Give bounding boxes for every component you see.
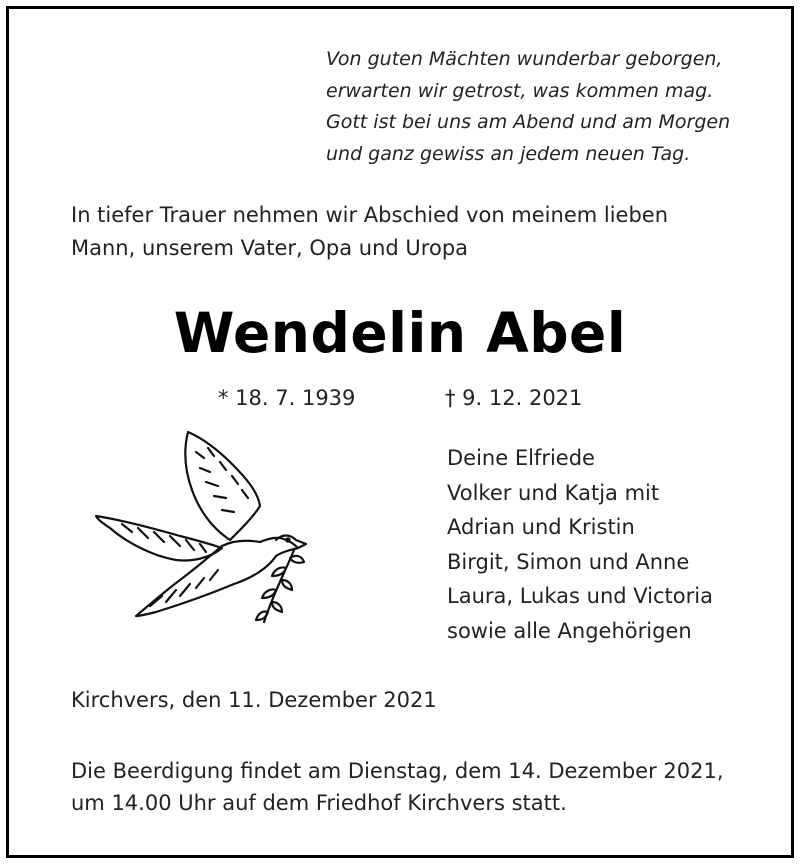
poem-line: Von guten Mächten wunderbar geborgen, [326,48,723,70]
death-date: † 9. 12. 2021 [445,386,583,410]
intro-text [71,199,668,265]
funeral-line: Die Beerdigung findet am Dienstag, dem 14. Dezember 2021, [71,759,724,783]
intro-line: Mann, unserem Vater, Opa und Uropa [71,236,469,260]
mourner-line: Deine Elfriede [447,446,595,470]
birth-date: * 18. 7. 1939 [218,386,356,410]
intro-line: In tiefer Trauer nehmen wir Abschied von meinem lieben [71,203,669,227]
funeral-info [71,755,724,819]
mourner-line: Adrian und Kristin [447,515,635,539]
place-and-date: Kirchvers, den 11. Dezember 2021 [71,688,437,712]
mourners-list [447,441,713,648]
mourner-line: Laura, Lukas und Victoria [447,584,713,608]
poem-line: erwarten wir getrost, was kommen mag. [326,79,714,102]
funeral-line: um 14.00 Uhr auf dem Friedhof Kirchvers statt. [71,791,567,815]
dove-with-olive-branch-icon [92,428,312,624]
mourner-line: Volker und Katja mit [447,480,660,505]
poem-line: Gott ist bei uns am Abend und am Morgen [326,111,731,133]
deceased-name: Wendelin Abel [173,301,627,365]
poem-quote [326,44,730,170]
mourner-line: sowie alle Angehörigen [447,618,692,643]
mourner-line: Birgit, Simon und Anne [447,549,690,574]
poem-line: und ganz gewiss an jedem neuen Tag. [326,142,691,165]
